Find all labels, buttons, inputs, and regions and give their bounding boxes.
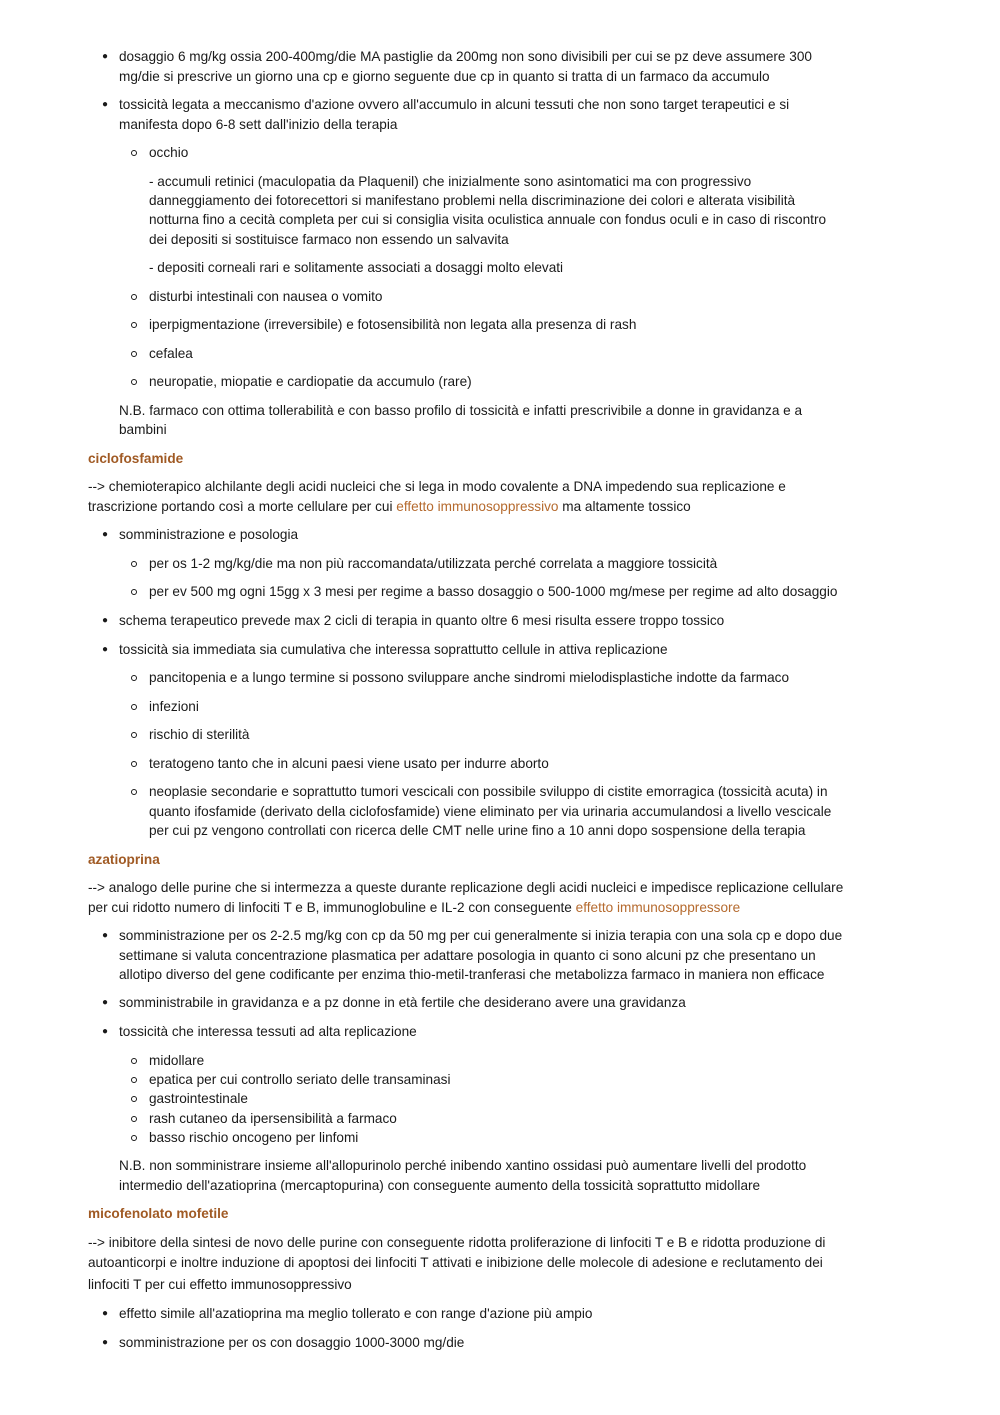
list-item: rischio di sterilità: [149, 727, 250, 742]
bullet-marker: ●: [102, 529, 109, 540]
list-item: rash cutaneo da ipersensibilità a farmaco: [149, 1111, 397, 1126]
sub-bullet-marker: [131, 761, 137, 767]
bullet-marker: ●: [102, 1026, 109, 1037]
sub-bullet-marker: [131, 1058, 137, 1064]
bullet-marker: ●: [102, 1308, 109, 1319]
section-heading-ciclofosfamide: ciclofosfamide: [88, 451, 184, 466]
note-line: N.B. non somministrare insieme all'allopurinolo perché inibendo xantino ossidasi può aumentare livelli del prodotto: [119, 1158, 807, 1173]
text-line: quanto ifosfamide (derivato della ciclofosfamide) viene eliminato per via urinaria accumulandosi a livello vescicale: [149, 804, 832, 819]
list-item: somministrazione e posologia: [119, 527, 299, 542]
text-line: - depositi corneali rari e solitamente associati a dosaggi molto elevati: [149, 260, 564, 275]
text-line: tossicità legata a meccanismo d'azione ovvero all'accumulo in alcuni tessuti che non sono target terapeutici e si: [119, 97, 790, 112]
section-heading-micofenolato: micofenolato mofetile: [88, 1206, 229, 1221]
list-item: schema terapeutico prevede max 2 cicli di terapia in quanto oltre 6 mesi risulta essere troppo tossico: [119, 613, 725, 628]
list-item: occhio: [149, 145, 189, 160]
sub-bullet-marker: [131, 1135, 137, 1141]
text-line: --> analogo delle purine che si intermezza a queste durante replicazione degli acidi nucleici e impedisce replicazione cellulare: [88, 880, 844, 895]
text-line: mg/die si prescrive un giorno una cp e giorno seguente due cp in quanto si tratta di un farmaco da accumulo: [119, 69, 770, 84]
text-line: manifesta dopo 6-8 sett dall'inizio della terapia: [119, 117, 398, 132]
text-line: dosaggio 6 mg/kg ossia 200-400mg/die MA pastiglie da 200mg non sono divisibili per cui se pz deve assumere 300: [119, 49, 812, 64]
sub-bullet-marker: [131, 1077, 137, 1083]
list-item: basso rischio oncogeno per linfomi: [149, 1130, 359, 1145]
sub-bullet-marker: [131, 322, 137, 328]
highlighted-term: effetto immunosoppressivo: [396, 499, 559, 514]
text-line: allotipo diverso del gene codificante per enzima thio-metil-tranferasi che metabolizza farmaco in maniera non efficace: [119, 967, 825, 982]
text-fragment: trascrizione portando così a morte cellulare per cui: [88, 499, 397, 514]
note-line: N.B. farmaco con ottima tollerabilità e con basso profilo di tossicità e infatti prescrivibile a donne in gravidanza e a: [119, 403, 803, 418]
text-line: [88, 497, 691, 517]
sub-bullet-marker: [131, 294, 137, 300]
text-line: settimane si valuta concentrazione plasmatica per adattare posologia in quanto ci sono alcuni pz che presentano un: [119, 948, 816, 963]
text-line: per cui pz vengono controllati con ricerca delle CMT nelle urine fino a 10 anni dopo sospensione della terapia: [149, 823, 806, 838]
list-item: somministrabile in gravidanza e a pz donne in età fertile che desiderano avere una gravidanza: [119, 995, 686, 1010]
bullet-marker: ●: [102, 615, 109, 626]
text-fragment: ma altamente tossico: [558, 499, 691, 514]
highlighted-term: effetto immunosoppressore: [575, 900, 741, 915]
list-item: neuropatie, miopatie e cardiopatie da accumulo (rare): [149, 374, 472, 389]
bullet-marker: ●: [102, 997, 109, 1008]
list-item: pancitopenia e a lungo termine si possono sviluppare anche sindromi mielodisplastiche indotte da farmaco: [149, 670, 790, 685]
list-item: iperpigmentazione (irreversibile) e fotosensibilità non legata alla presenza di rash: [149, 317, 637, 332]
list-item: gastrointestinale: [149, 1091, 248, 1106]
list-item: infezioni: [149, 699, 199, 714]
sub-bullet-marker: [131, 789, 137, 795]
text-line: --> chemioterapico alchilante degli acidi nucleici che si lega in modo covalente a DNA impedendo sua replicazione e: [88, 479, 786, 494]
sub-bullet-marker: [131, 1096, 137, 1102]
text-line: danneggiamento dei fotorecettori si manifestano problemi nella discriminazione dei colori e alterata visibilità: [149, 193, 796, 208]
text-line: linfociti T per cui effetto immunosoppressivo: [88, 1277, 352, 1292]
bullet-marker: ●: [102, 1337, 109, 1348]
sub-bullet-marker: [131, 675, 137, 681]
text-fragment: per cui ridotto numero di linfociti T e B, immunoglobuline e IL-2 con conseguente: [88, 900, 576, 915]
sub-bullet-marker: [131, 379, 137, 385]
list-item: epatica per cui controllo seriato delle transaminasi: [149, 1072, 451, 1087]
bullet-marker: ●: [102, 99, 109, 110]
bullet-marker: ●: [102, 51, 109, 62]
list-item: cefalea: [149, 346, 193, 361]
list-item: somministrazione per os con dosaggio 1000-3000 mg/die: [119, 1335, 465, 1350]
list-item: tossicità che interessa tessuti ad alta replicazione: [119, 1024, 417, 1039]
sub-bullet-marker: [131, 561, 137, 567]
sub-bullet-marker: [131, 732, 137, 738]
list-item: disturbi intestinali con nausea o vomito: [149, 289, 383, 304]
text-line: --> inibitore della sintesi de novo delle purine con conseguente ridotta proliferazione di linfociti T e B e ridotta produzione di: [88, 1235, 826, 1250]
list-item: per os 1-2 mg/kg/die ma non più raccomandata/utilizzata perché correlata a maggiore tossicità: [149, 556, 718, 571]
bullet-marker: ●: [102, 644, 109, 655]
section-heading-azatioprina: azatioprina: [88, 852, 160, 867]
bullet-marker: ●: [102, 930, 109, 941]
sub-bullet-marker: [131, 150, 137, 156]
text-line: notturna fino a cecità completa per cui si consiglia visita oculistica annuale con fondus oculi e in caso di riscontro: [149, 212, 827, 227]
note-line: intermedio dell'azatioprina (mercaptopurina) con conseguente aumento della tossicità soprattutto midollare: [119, 1178, 761, 1193]
text-line: [88, 898, 740, 918]
text-line: dei depositi si sostituisce farmaco non essendo un salvavita: [149, 232, 509, 247]
sub-bullet-marker: [131, 351, 137, 357]
list-item: tossicità sia immediata sia cumulativa che interessa soprattutto cellule in attiva replicazione: [119, 642, 668, 657]
list-item: per ev 500 mg ogni 15gg x 3 mesi per regime a basso dosaggio o 500-1000 mg/mese per regime ad alto dosaggio: [149, 584, 838, 599]
sub-bullet-marker: [131, 589, 137, 595]
list-item: somministrazione per os 2-2.5 mg/kg con cp da 50 mg per cui generalmente si inizia terapia con una sola cp e dopo due: [119, 928, 843, 943]
note-line: bambini: [119, 422, 167, 437]
list-item: midollare: [149, 1053, 205, 1068]
sub-bullet-marker: [131, 1116, 137, 1122]
text-line: autoanticorpi e inoltre induzione di apoptosi dei linfociti T attivati e inibizione delle molecole di adesione e reclutamento dei: [88, 1255, 823, 1270]
list-item: teratogeno tanto che in alcuni paesi viene usato per indurre aborto: [149, 756, 549, 771]
text-line: - accumuli retinici (maculopatia da Plaquenil) che inizialmente sono asintomatici ma con progressivo: [149, 174, 752, 189]
sub-bullet-marker: [131, 704, 137, 710]
list-item: neoplasie secondarie e soprattutto tumori vescicali con possibile sviluppo di cistite emorragica (tossicità acuta) in: [149, 784, 828, 799]
list-item: effetto simile all'azatioprina ma meglio tollerato e con range d'azione più ampio: [119, 1306, 593, 1321]
